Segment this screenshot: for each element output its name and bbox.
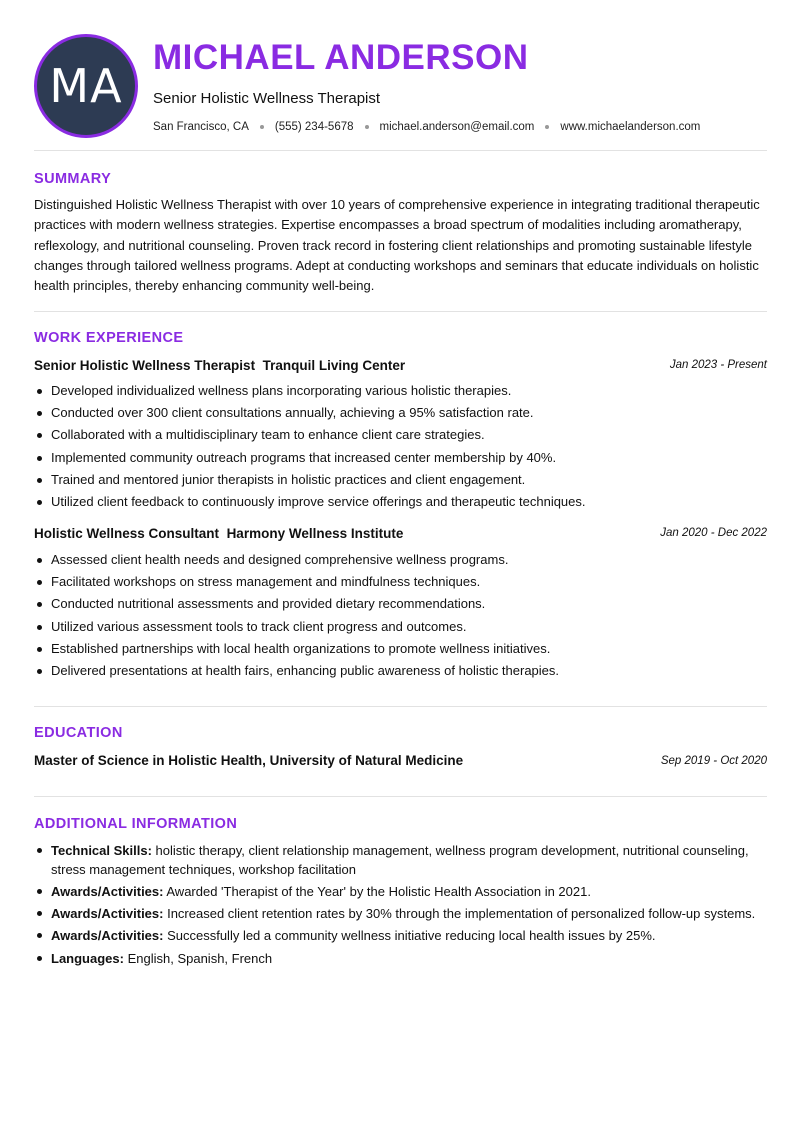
candidate-title: Senior Holistic Wellness Therapist xyxy=(153,90,381,107)
list-item: Trained and mentored junior therapists in holistic practices and client engagement. xyxy=(34,471,767,489)
list-item: Conducted over 300 client consultations annually, achieving a 95% satisfaction rate. xyxy=(34,404,767,422)
list-item: Utilized various assessment tools to track client progress and outcomes. xyxy=(34,618,767,636)
separator-dot-icon xyxy=(365,125,369,129)
resume-header xyxy=(0,0,800,150)
list-item: Assessed client health needs and designed comprehensive wellness programs. xyxy=(34,551,767,569)
education-heading: EDUCATION xyxy=(34,725,123,741)
info-label: Technical Skills: xyxy=(51,843,152,858)
list-item: Delivered presentations at health fairs, enhancing public awareness of holistic therapies. xyxy=(34,662,767,680)
divider xyxy=(34,796,767,797)
list-item xyxy=(34,949,767,968)
info-label: Awards/Activities: xyxy=(51,928,164,943)
contact-line xyxy=(153,121,773,133)
contact-website[interactable]: www.michaelanderson.com xyxy=(560,121,701,133)
summary-text: Distinguished Holistic Wellness Therapist with over 10 years of comprehensive experience in integrating traditional therapeutic practices with modern wellness strategies. Expertise encompasses a broad spectrum of modalities including aromatherapy, reflexology, and nutritional counseling. Proven track record in fostering client relationships and promoting sustainable lifestyle changes through tailored wellness programs. Adept at conducting workshops and seminars that educate individuals on holistic health principles, thereby enhancing community well-being. xyxy=(34,197,760,294)
list-item xyxy=(34,904,767,923)
list-item: Utilized client feedback to continuously improve service offerings and therapeutic techniques. xyxy=(34,493,767,511)
job-role: Senior Holistic Wellness Therapist xyxy=(34,358,256,373)
additional-heading: ADDITIONAL INFORMATION xyxy=(34,816,238,832)
job-bullets xyxy=(34,382,767,515)
list-item xyxy=(34,882,767,901)
divider xyxy=(34,311,767,312)
contact-email[interactable]: michael.anderson@email.com xyxy=(379,121,535,133)
list-item: Conducted nutritional assessments and provided dietary recommendations. xyxy=(34,595,767,613)
divider xyxy=(34,706,767,707)
additional-list xyxy=(34,841,767,971)
info-label: Languages: xyxy=(51,951,124,966)
job-dates: Jan 2023 - Present xyxy=(669,359,767,371)
contact-location: San Francisco, CA xyxy=(153,121,249,133)
info-text: holistic therapy, client relationship management, wellness program development, nutritional counseling, stress management techniques, workshop facilitation xyxy=(51,843,749,877)
divider xyxy=(34,150,767,151)
info-text: Successfully led a community wellness initiative reducing local health issues by 25%. xyxy=(163,928,656,943)
education-degree: Master of Science in Holistic Health, University of Natural Medicine xyxy=(34,753,464,768)
job-company: Tranquil Living Center xyxy=(262,358,406,373)
info-text: Increased client retention rates by 30% through the implementation of personalized follow-up systems. xyxy=(163,906,756,921)
education-dates: Sep 2019 - Oct 2020 xyxy=(660,755,767,767)
list-item: Implemented community outreach programs that increased center membership by 40%. xyxy=(34,449,767,467)
separator-dot-icon xyxy=(260,125,264,129)
contact-phone: (555) 234-5678 xyxy=(274,121,354,133)
info-label: Awards/Activities: xyxy=(51,884,164,899)
separator-dot-icon xyxy=(545,125,549,129)
job-dates: Jan 2020 - Dec 2022 xyxy=(660,527,767,539)
list-item: Collaborated with a multidisciplinary team to enhance client care strategies. xyxy=(34,426,767,444)
list-item: Established partnerships with local health organizations to promote wellness initiatives. xyxy=(34,640,767,658)
avatar-initials: MA xyxy=(49,59,123,113)
candidate-name: MICHAEL ANDERSON xyxy=(153,38,529,77)
experience-heading: WORK EXPERIENCE xyxy=(34,330,184,346)
list-item: Facilitated workshops on stress management and mindfulness techniques. xyxy=(34,573,767,591)
list-item xyxy=(34,841,767,879)
info-text: English, Spanish, French xyxy=(123,951,273,966)
info-label: Awards/Activities: xyxy=(51,906,164,921)
education-entry xyxy=(34,753,767,768)
job-company: Harmony Wellness Institute xyxy=(226,526,404,541)
job-header xyxy=(34,358,767,373)
list-item xyxy=(34,926,767,945)
job-bullets xyxy=(34,551,767,684)
list-item: Developed individualized wellness plans incorporating various holistic therapies. xyxy=(34,382,767,400)
info-text: Awarded 'Therapist of the Year' by the Holistic Health Association in 2021. xyxy=(163,884,591,899)
avatar xyxy=(34,34,138,138)
job-role: Holistic Wellness Consultant xyxy=(34,526,220,541)
job-header xyxy=(34,526,767,541)
summary-heading: SUMMARY xyxy=(34,171,112,187)
